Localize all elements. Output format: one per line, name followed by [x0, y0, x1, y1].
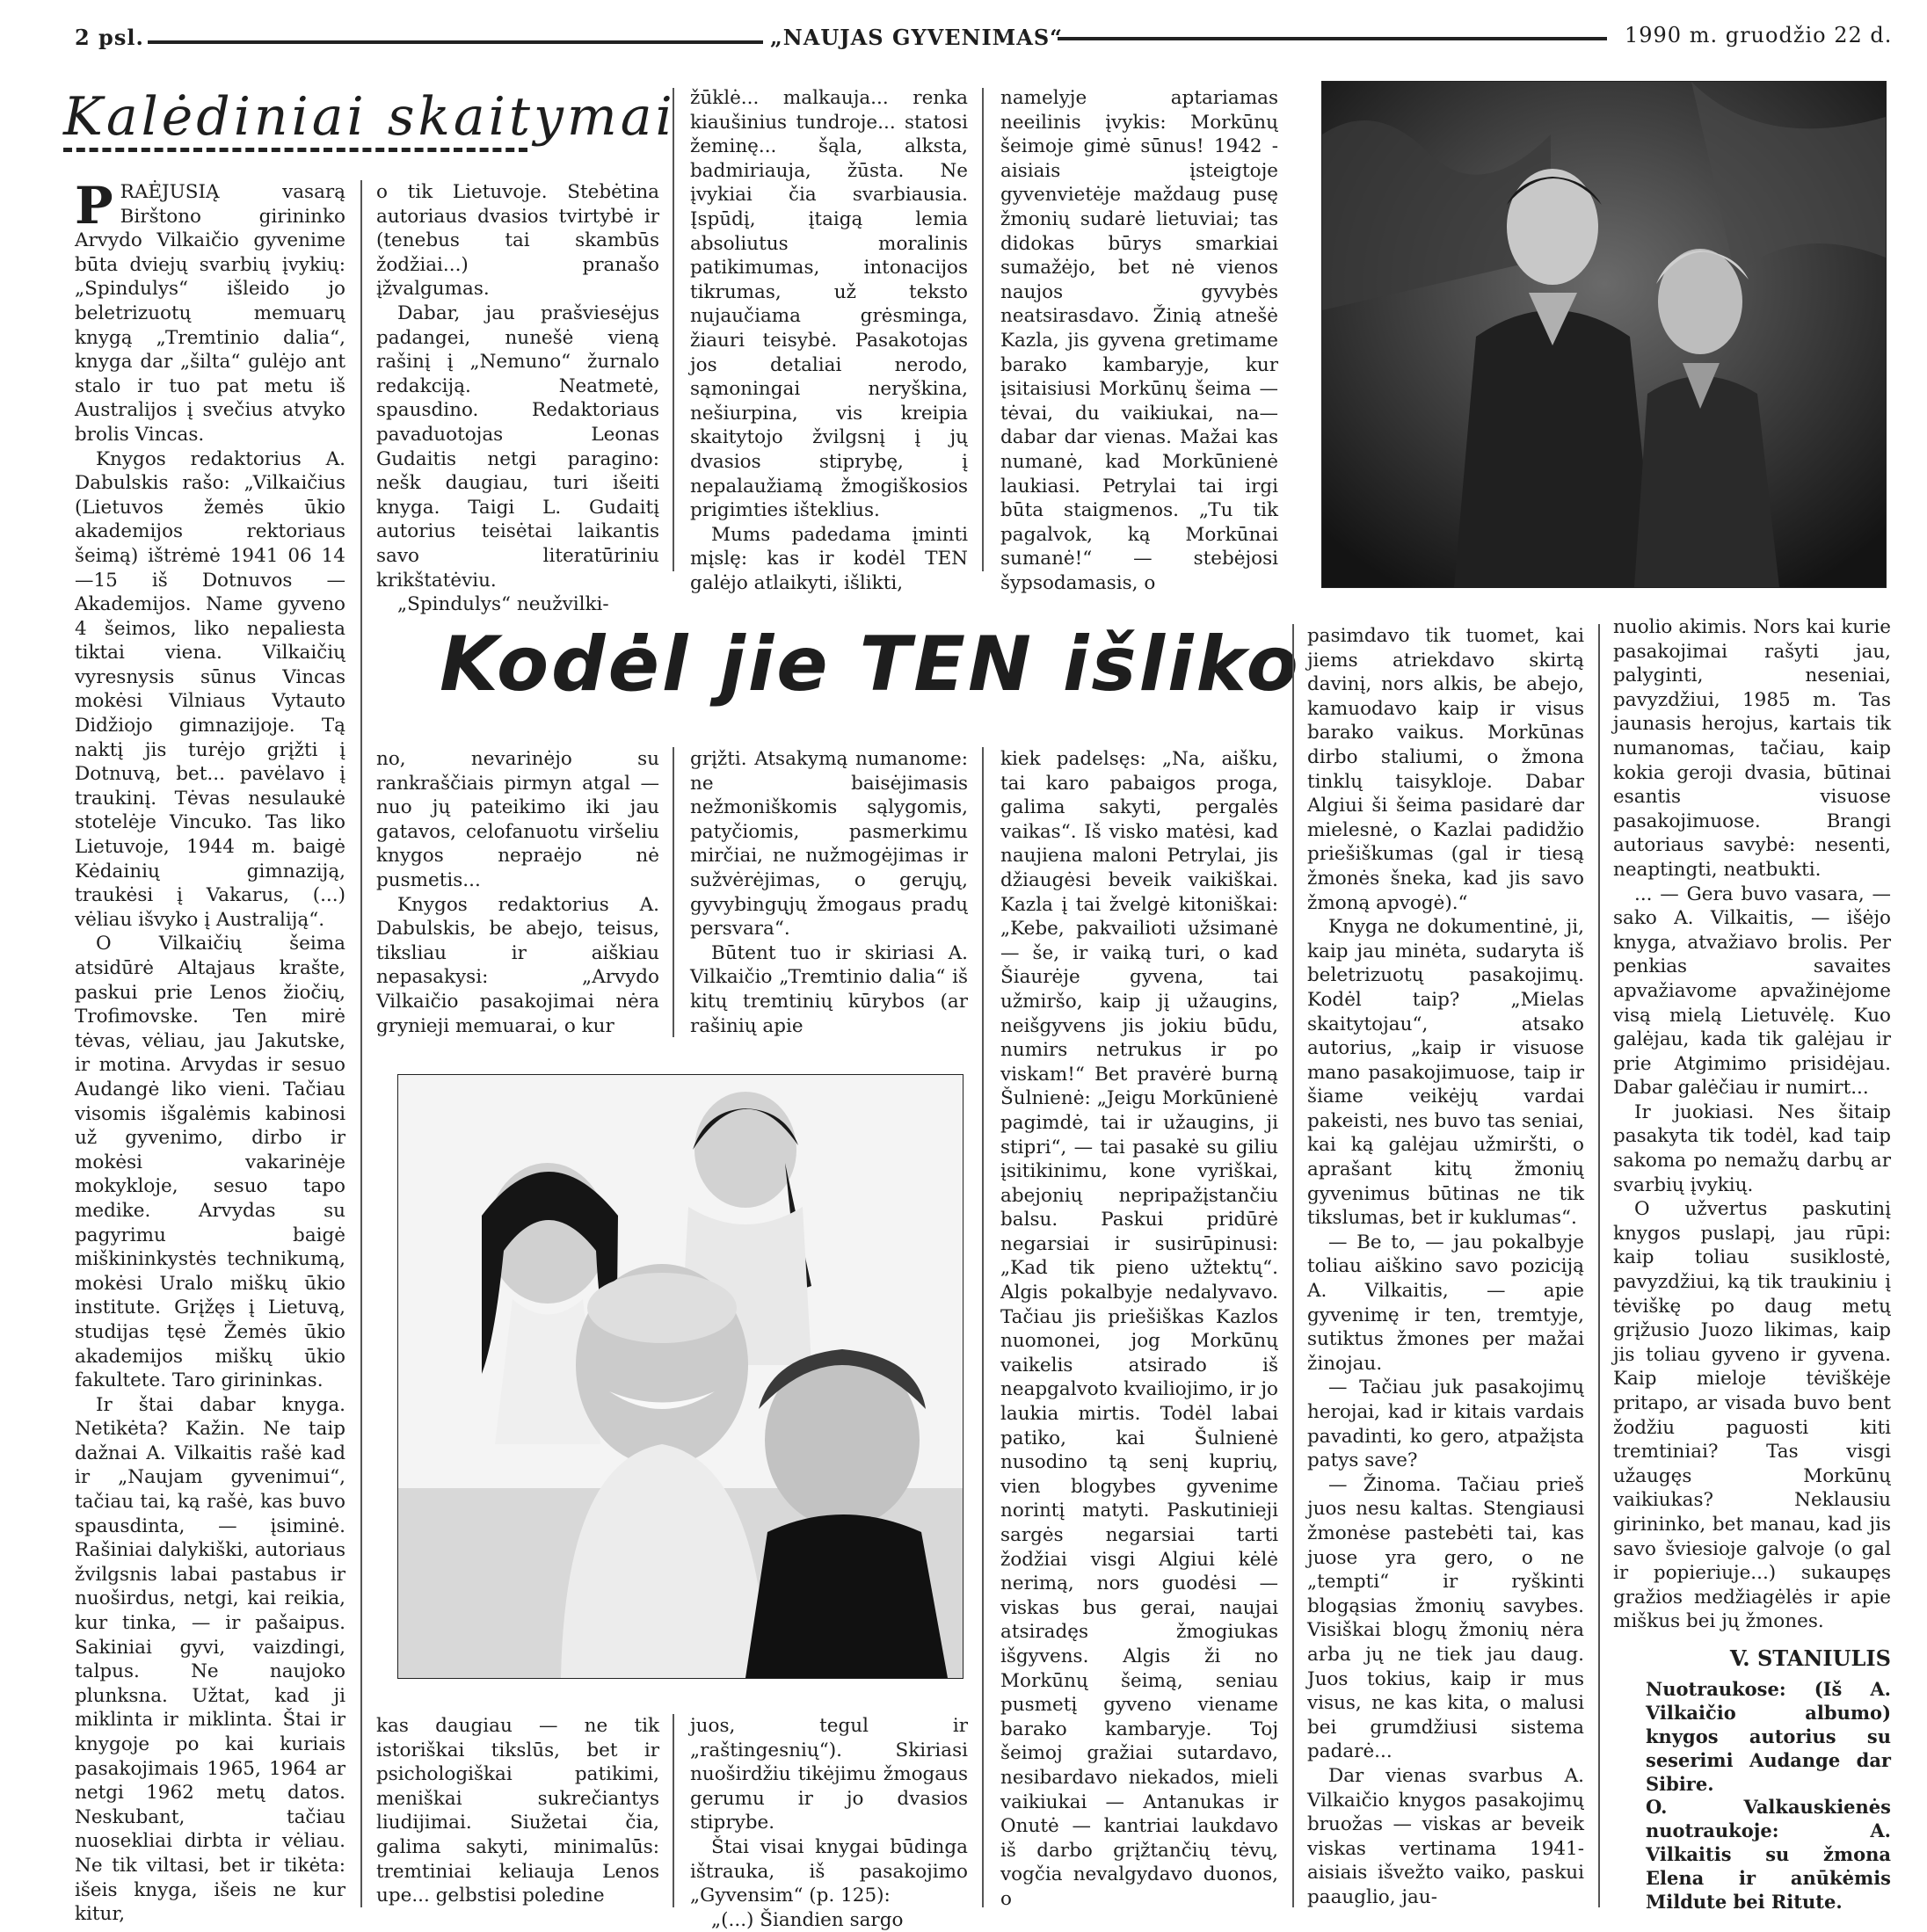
paragraph: Knyga ne dokumentinė, ji, kaip jau minėta, sudaryta iš beletrizuotų pasakojimų. Kodėl taip? „Mielas skaitytojau“, atsako autorius, „kaip ir visuose mano pasakojimuose, taip ir šiame veikėjų vardai pakeisti, nes buvo tas seniai, kai ką galėjau užmiršti, o aprašant kitų žmonių gyvenimus būtinas ne tik tikslumas, bet ir kuklumas“. [1307, 916, 1584, 1230]
paragraph: Ir štai dabar knyga. Netikėta? Kažin. Ne taip dažnai A. Vilkaitis rašė kad ir „Naujam gyvenimui“, tačiau tai, ką rašė, kas buvo spausdinta, — įsiminė. Rašiniai dalykiški, autoriaus žvilgsnis labai pastabus ir nuoširdus, netgi, kai reikia, kur tinka, — ir pašaipus. Sakiniai gyvi, vaizdingi, talpus. Ne naujoko plunksna. Užtat, kad ji miklinta ir miklinta. Štai ir knygoje po kai kuriais pasakojimais 1965, 1964 ar netgi 1962 metų datos. Neskubant, tačiau nuosekliai dirbta ir vėliau. Ne tik viltasi, bet ir tikėta: išeis knyga, išeis ne kur kitur, [75, 1393, 345, 1926]
page-number: 2 psl. [75, 25, 144, 50]
paragraph: juos, tegul ir „raštingesnių“). Skiriasi nuoširdžiu tikėjimu žmogaus gerumu ir jo dvasios stiprybe. [690, 1715, 968, 1834]
photo-siblings-image [1322, 82, 1886, 587]
paragraph: — Tačiau juk pasakojimų herojai, kad ir kitais vardais pavadinti, ko gero, atpažįsta patys save? [1307, 1376, 1584, 1472]
paragraph: O Vilkaičių šeima atsidūrė Altajaus krašte, paskui prie Lenos žiočių, Trofimovske. Ten mirė tėvas, vėliau, jau Jakutske, ir motina. Arvydas ir sesuo Audangė liko vieni. Tačiau visomis išgalėmis kabinosi už gyvenimo, dirbo ir mokėsi vakarinėje mokykloje, sesuo tapo medike. Arvydas su pagyrimu baigė miškininkystės technikumą, mokėsi Uralo miškų ūkio institute. Grįžęs į Lietuvą, studijas tęsė Žemės ūkio akademijos miškų ūkio fakultete. Taro girininkas. [75, 933, 345, 1392]
paragraph: Dar vienas svarbus A. Vilkaičio knygos pasakojimų bruožas — viskas ar beveik viskas vertinama 1941-aisiais išvežto vaiko, paskui paauglio, jau- [1307, 1764, 1584, 1908]
article-column-3-bottom [690, 1714, 968, 1931]
paragraph: Ir juokiasi. Nes šitaip pasakyta tik todėl, kad taip sakoma po nemažų darbų ar svarbių įvykių. [1613, 1100, 1891, 1196]
paragraph: Štai visai knygai būdinga ištrauka, iš pasakojimo „Gyvensim“ (p. 125): [690, 1835, 968, 1907]
paragraph: namelyje aptariamas neeilinis įvykis: Morkūnų šeimoje gimė sūnus! 1942 -aisiais įsteigtoje gyvenvietėje maždaug pusę žmonių sudarė lietuviai; tas didokas būrys smarkiai sumažėjo, bet nė vienos naujos gyvybės neatsirasdavo. Žinią atnešė Kazla, jis gyvena gretimame barako kambaryje, kur įsitaisiusi Morkūnų šeima — tėvai, du vaikiukai, na— dabar dar vienas. Mažai kas numanė, kad Morkūnienė laukiasi. Petrylai tai irgi būta staigmenos. „Tu tik pagalvok, ką Morkūnai sumanė!“ — stebėjosi šypsodamasis, o [1000, 87, 1278, 594]
paragraph: „(...) Šiandien sargo [711, 1908, 904, 1931]
column-divider [982, 88, 984, 571]
paragraph: no, nevarinėjo su rankraščiais pirmyn atgal — nuo jų pateikimo iki jau gatavos, celofanuotu viršeliu knygos nepraėjo nė pusmetis... [376, 748, 659, 891]
paragraph: pasimdavo tik tuomet, kai jiems atriekdavo skirtą davinį, nors alkis, be abejo, kamuodavo kaip ir visus barako vaikus. Morkūnas dirbo staliumi, o žmona tinklų taisykloje. Dabar Algiui ši šeima pasidarė dar mielesnė, o Kazlai padidžio priešiškumas (gal ir tiesą žmonės šneka, kad jis savo žmoną apvogė).“ [1307, 625, 1584, 914]
article-column-2-top [376, 180, 659, 616]
article-column-3-mid [690, 747, 968, 1055]
photo-family [397, 1074, 964, 1679]
article-column-3-top [690, 86, 968, 594]
article-column-2-mid [376, 747, 659, 1055]
paragraph: O užvertus paskutinį knygos puslapį, jau rūpi: kaip toliau susiklostė, pavyzdžiui, ką tik traukiniu į tėviškę po daug metų grįžusio Juozo likimas, kaip jis toliau gyveno ir gyvena. Kaip mieloje tėviškėje pritapo, ar visada buvo bent žodžiu paguosti kiti tremtiniai? Tas visgi užaugęs Morkūnų vaikiukas? Neklausiu girininko, bet manau, kad jis savo šviesioje galvoje (o gal ir popieriuje...) sukaupęs gražios medžiagėlės ir apie miškus bei jų žmones. [1613, 1198, 1891, 1633]
article-column-6 [1613, 615, 1891, 1652]
header-rule-right [1058, 37, 1607, 40]
paragraph: kiek padelsęs: „Na, aišku, tai karo pabaigos proga, galima sakyti, pergalės vaikas“. Iš visko matėsi, kad naujiena maloni Petrylai, jis džiaugėsi beveik vaikiškai. Kazla į tai žvelgė kitoniškai: „Kebe, pakvailioti užsimanė — še, ir vaiką turi, o kad Šiaurėje gyvena, tai užmiršo, kaip jį užaugins, neišgyvens jis jokiu būdu, numirs netrukus ir po viskam!“ Bet pravėrė burną Šulnienė: „Jeigu Morkūnienė pagimdė, tai ir užaugins, ji stipri“, — tai pasakė su giliu įsitikinimu, kone vyriškai, abejonių nepripažįstančiu balsu. Paskui pridūrė negarsiai ir susirūpinusi: „Kad tik pieno užtektų“. Algis pokalbyje nedalyvavo. Tačiau jis priešiškas Kazlos nuomonei, jog Morkūnų vaikelis atsirado iš neapgalvoto kvailiojimo, ir jo laukia mirtis. Todėl labai patiko, kai Šulnienė nusodino tą senį kuprių, vien blogybes gyvenime norintį matyti. Paskutinieji sargės negarsiai tarti žodžiai visgi Algiui kėlė nerimą, nors guodėsi —viskas bus gerai, naujai atsiradęs žmogiukas išgyvens. Algis ži no Morkūnų šeimą, seniau pusmetį gyveno viename barako kambaryje. Toj šeimoj gražiai sutardavo, nesibardavo niekados, mieli vaikiukai — Antanukas ir Onutė — kantriai laukdavo iš darbo grįžtančių tėvų, vogčia nevalgydavo duonos, o [1000, 748, 1278, 1910]
kicker-underline [63, 148, 527, 152]
article-column-4-bottom [1000, 747, 1278, 1910]
paragraph: — Žinoma. Tačiau prieš juos nesu kaltas. Stengiausi žmonėse pastebėti tai, kas juose yra gero, o ne „tempti“ ir ryškinti blogąsias žmonių savybes. Visiškai blogų žmonių nėra arba jų ne tiek jau daug. Juos tokius, kaip ir mus visus, ne kas kita, o malusi bei grumdžiusi sistema padarė... [1307, 1473, 1584, 1763]
paragraph: — Be to, — jau pokalbyje toliau aiškino savo poziciją A. Vilkaitis, — apie gyvenimę ir ten, tremtyje, sutiktus žmones per mažai žinojau. [1307, 1231, 1584, 1375]
article-column-2-bottom [376, 1714, 659, 1907]
paragraph: kas daugiau — ne tik istoriškai tikslūs, bet ir psichologiškai patikimi, meniškai sukrečiantys liudijimai. Siužetai čia, galima sakyti, minimalūs: tremtiniai keliauja Lenos upe... gelbstisi poledine [376, 1715, 659, 1907]
article-column-1 [75, 176, 345, 1926]
column-divider [673, 1714, 674, 1907]
column-divider [673, 747, 674, 1037]
photo-siblings-siberia [1321, 81, 1887, 588]
column-divider [1598, 624, 1600, 1907]
article-headline: Kodėl jie TEN išliko [440, 621, 1301, 708]
paragraph: Knygos redaktorius A. Dabulskis, be abejo, teisus, tiksliau ir aiškiau nepasakysi: „Arvydo Vilkaičio pasakojimai nėra grynieji memuarai, o kur [376, 893, 659, 1037]
paragraph: Dabar, jau prašviesėjus padangei, nunešė vieną rašinį į „Nemuno“ žurnalo redakciją. Neatmetė, spausdino. Redaktoriaus pavaduotojas Leonas Gudaitis netgi paragino: nešk daugiau, turi išeiti knyga. Taigi L. Gudaitį autorius teisėtai laikantis savo literatūriniu krikštatėviu. [376, 301, 659, 592]
paragraph: o tik Lietuvoje. Stebėtina autoriaus dvasios tvirtybė ir (tenebus tai skambūs žodžiai...) pranašo įžvalgumas. [376, 181, 659, 301]
paragraph: žūklė... malkauja... renka kiaušinius tundroje... statosi žeminę... šąla, alksta, badmiriauja, žūsta. Ne įvykiai čia svarbiausia. Įspūdį, įtaigą lemia absoliutus moralinis patikimumas, intonacijos tikrumas, už teksto nujaučiama grėsminga, žiauri teisybė. Pasakotojas jos detaliai nerodo, sąmoningai neryškina, nešiurpina, vis kreipia skaitytojo žvilgsnį į jų dvasios stiprybę, į nepalaužiamą žmogiškosios prigimties išteklius. [690, 87, 968, 522]
drop-cap: P [75, 176, 113, 236]
column-divider [673, 88, 674, 571]
paragraph: Mums padedama įminti mįslę: kas ir kodėl TEN galėjo atlaikyti, išlikti, [690, 523, 968, 594]
paragraph: ... — Gera buvo vasara, — sako A. Vilkaitis, — išėjo knyga, atvažiavo brolis. Per penkias savaites apvažiavome apvažinėjome visą mielą Lietuvėlę. Kuo galėjau, kada tik galėjau ir prie Atgimimo prisidėjau. Dabar galėčiau ir numirt... [1613, 882, 1891, 1100]
newspaper-name: „NAUJAS GYVENIMAS“ [770, 25, 1063, 50]
article-column-4-top [1000, 86, 1278, 594]
paragraph: Knygos redaktorius A. Dabulskis rašo: „Vilkaičius (Lietuvos žemės ūkio akademijos rektoriaus šeimą) ištrėmė 1941 06 14—15 iš Dotnuvos — Akademijos. Name gyveno 4 šeimos, liko nepaliesta tiktai viena. Vilkaičių vyresnysis sūnus Vincas mokėsi Vilniaus Vytauto Didžiojo gimnazijoje. Tą naktį jis turėjo grįžti į Dotnuvą, bet... pavėlavo į traukinį. Tėvas nesulaukė stotelėje Vincuko. Tas liko Lietuvoje, 1944 m. baigė Kėdainių gimnaziją, traukėsi į Vakarus, (...) vėliau išvyko į Australiją“. [75, 447, 345, 931]
column-divider [360, 180, 362, 1907]
section-kicker: Kalėdiniai skaitymai [63, 86, 676, 148]
paragraph: nuolio akimis. Nors kai kurie pasakojimai rašyti jau, palyginti, neseniai, pavyzdžiui, 1985 m. Tas jaunasis herojus, kartais tik numanomas, tačiau, kaip kokia geroji dvasia, būtinai esantis visuose pasakojimuose. Brangi autoriaus savybė: nesenti, neaptingti, neatbukti. [1613, 616, 1891, 881]
issue-date: 1990 m. gruodžio 22 d. [1625, 23, 1893, 47]
article-column-5 [1307, 624, 1584, 1907]
photo-family-image [398, 1075, 963, 1678]
paragraph: RAĖJUSIĄ vasarą Birštono girininko Arvydo Vilkaičio gyvenime būta dviejų svarbių įvykių: „Spindulys“ išleido jo beletrizuotų memuarų knygą „Tremtinio dalia“, knyga dar „šilta“ gulėjo ant stalo ir tuo pat metu iš Australijos į svečius atvyko brolis Vincas. [75, 181, 345, 446]
author-byline: V. STANIULIS [1729, 1645, 1891, 1671]
photo-caption: Nuotraukose: (Iš A. Vilkaičio albumo) knygos autorius su seserimi Audange dar Sibire. [1646, 1678, 1891, 1795]
paragraph: „Spindulys“ neužvilki- [397, 593, 609, 616]
column-divider [982, 747, 984, 1907]
paragraph: Būtent tuo ir skiriasi A. Vilkaičio „Tremtinio dalia“ iš kitų tremtinių kūrybos (ar rašinių apie [690, 941, 968, 1037]
header-rule-left [148, 40, 763, 44]
photo-caption: O. Valkauskienės nuotraukoje: A. Vilkaitis su žmona Elena ir anūkėmis Mildute bei Ritute. [1646, 1796, 1891, 1913]
paragraph: grįžti. Atsakymą numanome: ne baisėjimasis nežmoniškomis sąlygomis, patyčiomis, pasmerkimu mirčiai, ne nužmogėjimas ir sužvėrėjimas, o gerųjų, gyvybingųjų žmogaus pradų persvara“. [690, 748, 968, 941]
column-divider [1292, 624, 1294, 1907]
